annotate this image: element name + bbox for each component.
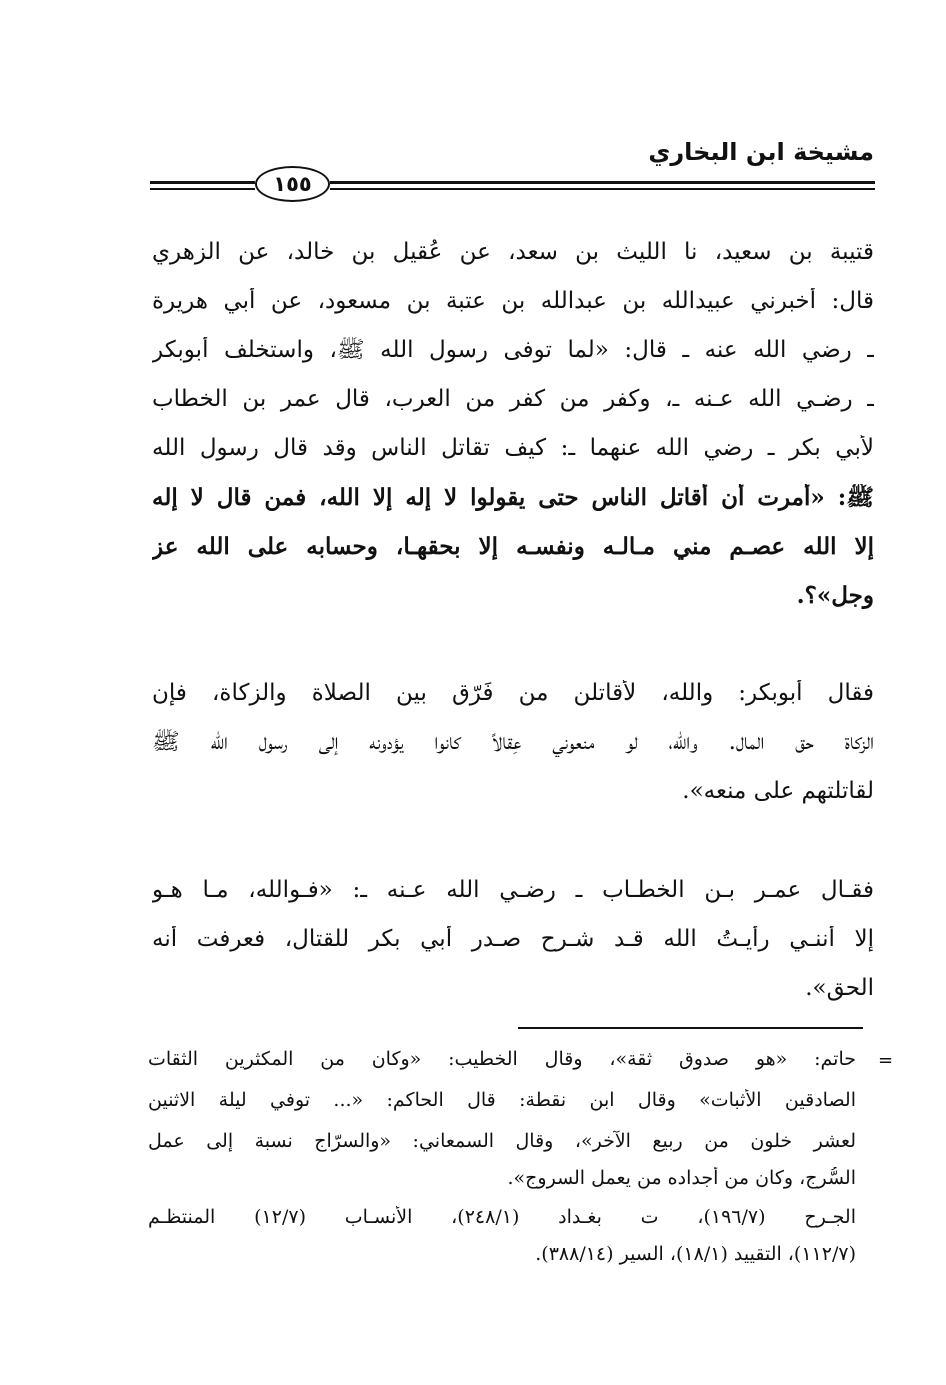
body-line: قتيبة بن سعيد، نا الليث بن سعد، عن عُقيل بن خالد، عن الزهري [152, 239, 874, 265]
footnote-line: حاتم: «هو صدوق ثقة»، وقال الخطيب: «وكان من المكثرين الثقات [148, 1048, 856, 1070]
body-line: ـ رضـي الله عـنه ـ، وكفر من كفر من العرب، قال عمر بن الخطاب [152, 386, 874, 412]
header-rule-right [330, 181, 875, 184]
footnote-line: لعشر خلون من ربيع الآخر»، وقال السمعاني: «والسرّاج نسبة إلى عمل [148, 1130, 856, 1152]
footnote-line: الجـرح (١٩٦/٧)، ت بغـداد (٢٤٨/١)، الأنسـاب (١٢/٧) المنتظـم [148, 1206, 856, 1228]
hadith-line: وجل»؟. [796, 582, 874, 609]
body-line: لقاتلتهم على منعه». [682, 778, 874, 804]
footnote-continuation-marker: = [878, 1050, 894, 1071]
hadith-line: ﷺ: «أُمرت أن أقاتل الناس حتى يقولوا لا إله إلا الله، فمن قال لا إله [152, 484, 874, 511]
header-rule-left [150, 181, 255, 184]
body-line: ـ رضي الله عنه ـ قال: «لما توفى رسول الله ﷺ، واستخلف أبوبكر [152, 337, 874, 363]
header-rule-left-thin [150, 188, 255, 190]
body-line: لأبي بكر ـ رضي الله عنهما ـ: كيف تقاتل الناس وقد قال رسول الله [152, 435, 874, 461]
running-title: مشيخة ابن البخاري [648, 138, 874, 166]
page-number: ١٥٥ [255, 166, 330, 202]
header-rule-right-thin [330, 188, 875, 190]
body-line: إلا أننـي رأيـتُ الله قـد شـرح صـدر أبي بكر للقتال، فعرفت أنه [152, 926, 874, 952]
body-line: الزكاة حق المال. والله، لو منعوني عِقالاً كانوا يؤدونه إلى رسول الله ﷺ [152, 729, 874, 755]
body-line: فقال أبوبكر: والله، لأقاتلن من فَرّق بين الصلاة والزكاة، فإن [152, 680, 874, 706]
footnote-line: السُّرج، وكان من أجداده من يعمل السروج». [507, 1167, 856, 1189]
body-line: قال: أخبرني عبيدالله بن عبدالله بن عتبة بن مسعود، عن أبي هريرة [152, 288, 874, 314]
footnote-line: (١١٢/٧)، التقييد (١٨/١)، السير (٣٨٨/١٤). [535, 1243, 856, 1265]
body-line: الحق». [805, 975, 874, 1001]
hadith-line: إلا الله عصـم مني مـالـه ونفسـه إلا بحقهـا، وحسابه على الله عز [152, 533, 874, 560]
body-line: فقـال عمـر بـن الخطـاب ـ رضـي الله عـنه ـ: «فـوالله، مـا هـو [152, 877, 874, 903]
footnote-separator [518, 1027, 863, 1029]
footnote-line: الصادقين الأثبات» وقال ابن نقطة: قال الحاكم: «... توفي ليلة الاثنين [148, 1089, 856, 1111]
